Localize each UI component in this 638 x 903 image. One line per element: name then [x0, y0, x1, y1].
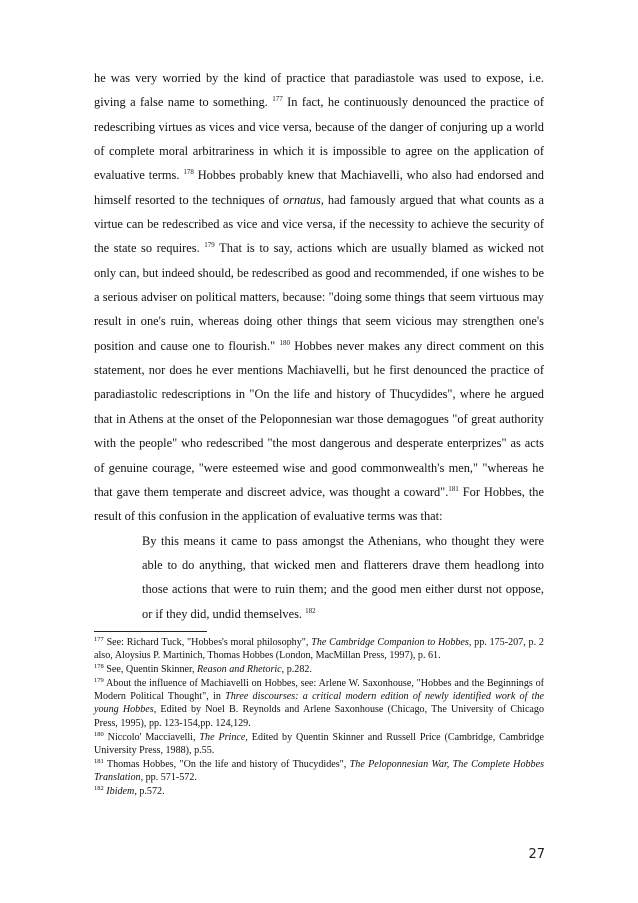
footnote-ref: 177: [272, 95, 283, 104]
footnotes: [94, 636, 544, 799]
footnote-separator: [94, 631, 207, 632]
footnote-ref: 178: [183, 168, 194, 177]
footnote-number: 177: [94, 636, 104, 643]
footnote: $^{181}$ Thomas Hobbes, "On the life and history of Thucydides", The Peloponnesian War, The Complete Hobbes Translation, pp. 571-572.: [94, 757, 545, 783]
footnote: $^{178}$ See, Quentin Skinner, Reason and Rhetoric, p.282.: [94, 663, 312, 676]
footnote: $^{182}$ Ibidem, p.572.: [94, 785, 165, 798]
italic-term: ornatus: [282, 192, 321, 207]
page-number: 27: [528, 847, 545, 862]
footnote: $^{177}$ See: Richard Tuck, "Hobbes's moral philosophy", The Cambridge Companion to Hobbes, pp. 175-207, p. 2 also, Aloysius P. Martinich, Thomas Hobbes (London, MacMillan Press, 1997), p. 61.: [94, 636, 544, 662]
footnote: $^{179}$ About the influence of Machiavelli on Hobbes, see: Arlene W. Saxonhouse, "Hobbes and the Beginnings of Modern Political Thought", in Three discourses: a critical modern edition of newly identified work of the young Hobbes, Edited by Noel B. Reynolds and Arlene Saxonhouse (Chicago, The University of Chicago Press, 1995), pp. 123-154,pp. 124,129.: [94, 677, 545, 729]
footnote-number: 178: [94, 663, 104, 671]
footnote-number: 179: [94, 677, 104, 685]
footnote-number: 182: [94, 785, 104, 793]
footnote-ref: 181: [448, 484, 459, 493]
footnote-number: 180: [94, 730, 104, 738]
footnote-ref: 182: [305, 606, 316, 615]
footnote-ref: 179: [204, 241, 215, 250]
footnote: $^{180}$ Niccolo' Macciavelli, The Prince, Edited by Quentin Skinner and Russell Price (Cambridge, Cambridge University Press, 1988), p.55.: [94, 730, 544, 756]
main-text: [94, 66, 544, 626]
body-paragraph: he was very worried by the kind of practice that paradiastole was used to expose, i.e. giving a false name to something. $^{177}$ In fact, he continuously denounced the practice of redescribing virtues as vices and vice versa, because of the danger of conjuring up a world of complete moral arbitrariness in which it is impossible to agree on the application of evaluative terms. $^{178}$ Hobbes probably knew that Machiavelli, who also had endorsed and himself resorted to the techniques of ornatus, had famously argued that what counts as a virtue can be redescribed as vice and vice versa, if the necessity to achieve the security of the state so requires. $^{179}$ That is to say, actions which are usually blamed as wicked not only can, but indeed should, be redescribed as good and recommended, if one wishes to be a serious adviser on political matters, because: "doing some things that seem virtuous may result in one's ruin, whereas doing other things that seem vicious may strengthen one's position and cause one to flourish." $^{180}$ Hobbes never makes any direct comment on this statement, nor does he ever mentions Machiavelli, but he first denounced the practice of paradiastolic redescriptions in "On the life and history of Thucydides", where he argued that in Athens at the onset of the Peloponnesian war those demagogues "of great authority with the people" who redescribed "the most dangerous and desperate enterprizes" as acts of genuine courage, "were esteemed wise and good commonwealth's men," "whereas he that gave them temperate and discreet advice, was thought a coward".$^{181}$ For Hobbes, the result of this confusion in the application of evaluative terms was that:: [94, 71, 544, 524]
footnote-ref: 180: [279, 338, 290, 347]
block-quote: By this means it came to pass amongst the Athenians, who thought they were able to do anything, that wicked men and flatterers drave them headlong into those actions that were to ruin them; and the good men either durst not oppose, or if they did, undid themselves. $^{182}$: [142, 533, 544, 621]
footnote-number: 181: [94, 757, 104, 765]
